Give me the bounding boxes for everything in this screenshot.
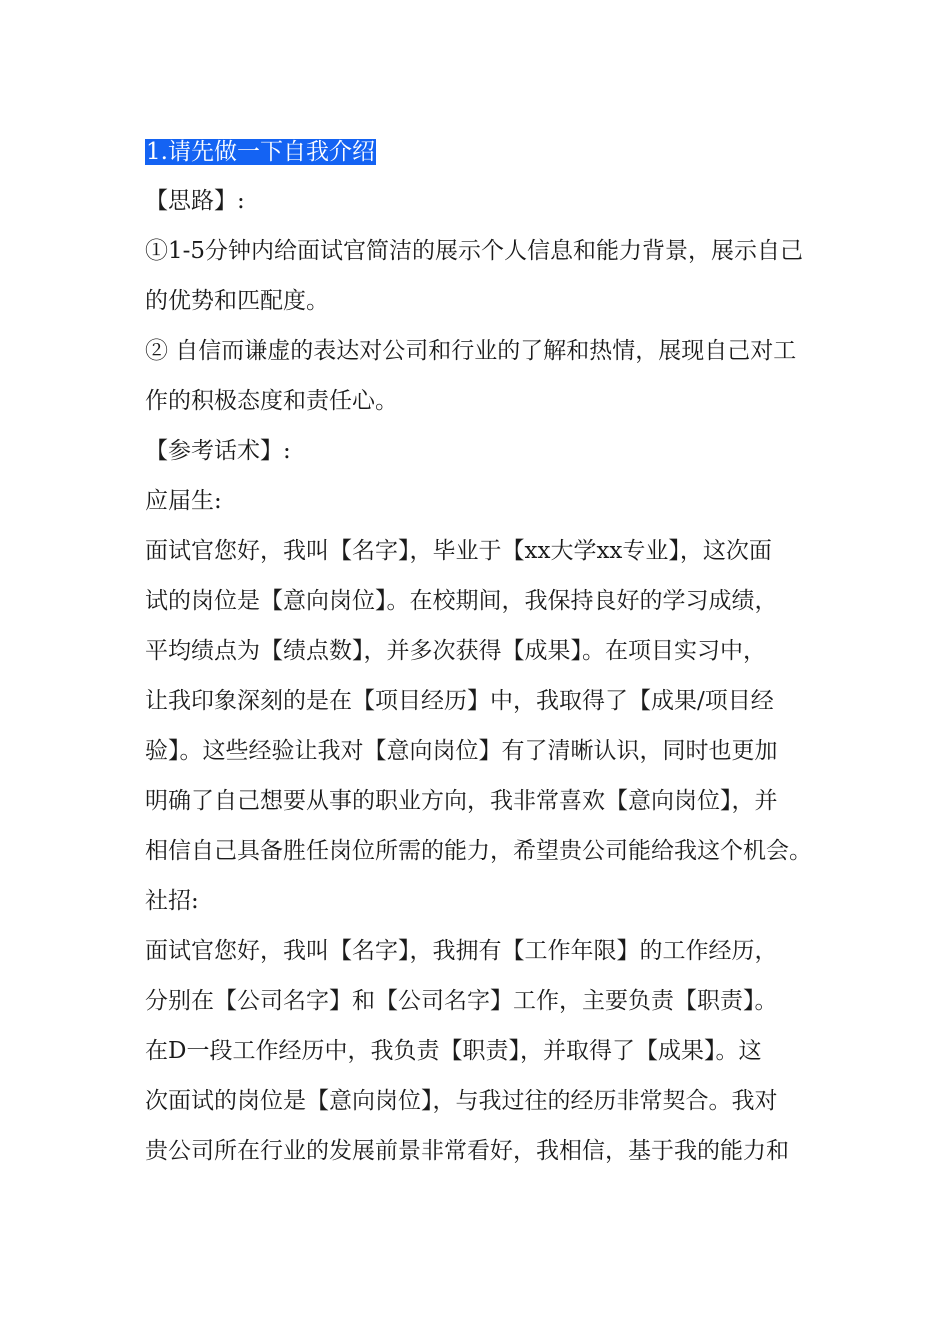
paragraph-line: 面试官您好，我叫【名字】，我拥有【工作年限】的工作经历，: [145, 938, 778, 964]
paragraph-line: 次面试的岗位是【意向岗位】，与我过往的经历非常契合。我对: [145, 1088, 778, 1114]
section-label-thinking: 【思路】:: [145, 188, 245, 214]
paragraph-line: 验】。这些经验让我对【意向岗位】有了清晰认识，同时也更加: [145, 738, 778, 764]
subsection-label-experienced: 社招:: [145, 888, 199, 914]
paragraph-line: 明确了自己想要从事的职业方向，我非常喜欢【意向岗位】，并: [145, 788, 778, 814]
question-heading: [145, 137, 376, 167]
paragraph-line: ①1-5分钟内给面试官简洁的展示个人信息和能力背景，展示自己: [145, 238, 804, 264]
paragraph-line: 作的积极态度和责任心。: [145, 388, 398, 414]
paragraph-line: 面试官您好，我叫【名字】，毕业于【xx大学xx专业】，这次面: [145, 538, 772, 564]
paragraph-line: 相信自己具备胜任岗位所需的能力，希望贵公司能给我这个机会。: [145, 838, 812, 864]
paragraph-line: 试的岗位是【意向岗位】。在校期间，我保持良好的学习成绩，: [145, 588, 778, 614]
paragraph-line: 平均绩点为【绩点数】，并多次获得【成果】。在项目实习中，: [145, 638, 766, 664]
paragraph-line: 的优势和匹配度。: [145, 288, 329, 314]
subsection-label-graduate: 应届生:: [145, 488, 222, 514]
paragraph-line: 贵公司所在行业的发展前景非常看好，我相信，基于我的能力和: [145, 1138, 789, 1164]
paragraph-line: 分别在【公司名字】和【公司名字】工作，主要负责【职责】。: [145, 988, 778, 1014]
paragraph-line: 让我印象深刻的是在【项目经历】中，我取得了【成果/项目经: [145, 688, 774, 714]
section-label-reference: 【参考话术】:: [145, 438, 291, 464]
paragraph-line: ② 自信而谦虚的表达对公司和行业的了解和热情，展现自己对工: [145, 338, 797, 364]
paragraph-line: 在D一段工作经历中，我负责【职责】，并取得了【成果】。这: [145, 1038, 762, 1064]
selected-heading-text[interactable]: 1.请先做一下自我介绍: [146, 139, 375, 165]
